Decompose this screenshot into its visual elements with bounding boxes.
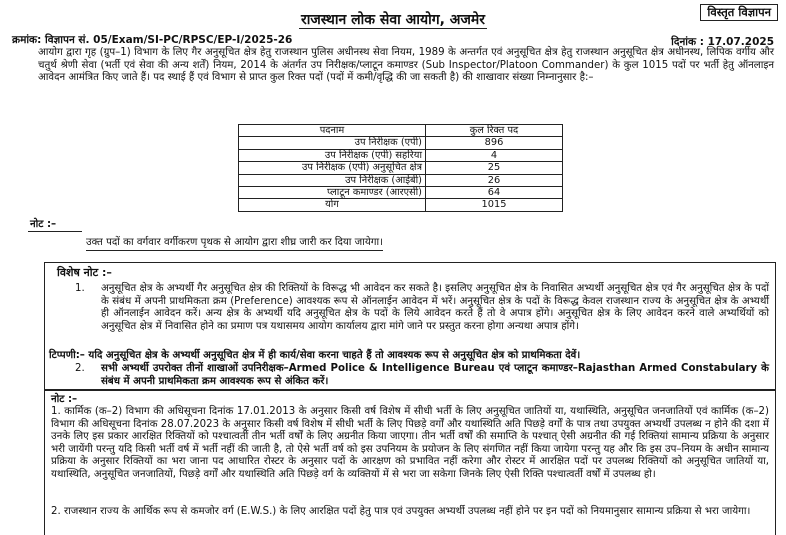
table-total-row — [239, 199, 563, 211]
post-count: 4 — [426, 149, 563, 161]
posts-table — [238, 124, 563, 212]
note-text: उक्त पदों का वर्गवार वर्गीकरण पृथक से आयोग द्वारा शीघ्र जारी कर दिया जायेगा। — [86, 237, 383, 251]
divider — [28, 231, 82, 232]
advertisement-badge: विस्तृत विज्ञापन — [700, 4, 778, 21]
note-item-2: 2. राजस्थान राज्य के आर्थिक रूप से कमजोर वर्ग (E.W.S.) के लिए आरक्षित पदों हेतु पात्र एवं उपयुक्त अभ्यर्थी उपलब्ध नहीं होने पर इन पदों को नियमानुसार सामान्य प्रक्रिया से भरा जायेगा। — [51, 506, 751, 517]
post-count: 25 — [426, 162, 563, 174]
table-header-post: पदनाम — [239, 125, 426, 137]
post-name: उप निरीक्षक (आईबी) — [239, 174, 426, 186]
item-number: 1. — [75, 283, 85, 294]
special-note-item-2: सभी अभ्यर्थी उपरोक्त तीनों शाखाओं उपनिरीक्षक–Armed Police & Intelligence Bureau एवं प्लाटून कमाण्डर–Rajasthan Armed Constabulary के संबंध में अपनी प्राथमिकता क्रम आवश्यक रूप से अंकित करें। — [101, 363, 769, 387]
note-label: नोट :– — [30, 219, 57, 230]
post-count: 26 — [426, 174, 563, 186]
total-count: 1015 — [426, 199, 563, 211]
special-note-item-1: अनुसूचित क्षेत्र के अभ्यर्थी गैर अनुसूचित क्षेत्र की रिक्तियों के विरूद्ध भी आवेदन कर सकते है। इसलिए अनुसूचित क्षेत्र के निवासित अभ्यर्थी अनुसूचित क्षेत्र एवं गैर अनुसूचित क्षेत्र के पदों के संबंध में अपनी प्राथमिकता क्रम (Preference) आवश्यक रूप से ऑनलाईन आवेदन में भरें। अनुसूचित क्षेत्र के पदों के विरूद्ध केवल राजस्थान राज्य के अनुसूचित क्षेत्र के अभ्यर्थी ही ऑनलाईन आवेदन करें। अन्य क्षेत्र के अभ्यर्थी यदि अनुसूचित क्षेत्र के पदों के लिये आवेदन करते हैं तो वे अपात्र होंगे। अनुसूचित क्षेत्र के लिए आवेदन करने वाले अभ्यर्थियों को अनुसूचित क्षेत्र में निवासित होने का प्रमाण पत्र यथासमय आयोग कार्यालय द्वारा मांगे जाने पर प्रस्तुत करना होगा अन्यथा अपात्र होंगे। — [101, 283, 769, 332]
note-box — [44, 390, 776, 535]
table-row — [239, 137, 563, 149]
table-row — [239, 187, 563, 199]
advertisement-date: दिनांक : 17.07.2025 — [671, 36, 774, 48]
post-name: प्लाटून कमाण्डर (आरएसी) — [239, 187, 426, 199]
table-row — [239, 162, 563, 174]
tippani-text: टिप्पणी:– यदि अनुसूचित क्षेत्र के अभ्यर्थी अनुसूचित क्षेत्र में ही कार्य/सेवा करना चाहते हैं तो आवश्यक रूप से अनुसूचित क्षेत्र को प्राथमिकता देवें। — [49, 350, 581, 361]
page-title — [0, 14, 786, 27]
table-row — [239, 149, 563, 161]
table-header-vacancies: कुल रिक्त पद — [426, 125, 563, 137]
post-count: 64 — [426, 187, 563, 199]
title-text: राजस्थान लोक सेवा आयोग, अजमेर — [301, 12, 485, 28]
post-name: उप निरीक्षक (एपी) सहरिया — [239, 149, 426, 161]
intro-paragraph: आयोग द्वारा गृह (ग्रुप–1) विभाग के लिए गैर अनुसूचित क्षेत्र हेतु राजस्थान पुलिस अधीनस्थ सेवा नियम, 1989 के अन्तर्गत एवं अनुसूचित क्षेत्र हेतु राजस्थान अनुसूचित क्षेत्र अधीनस्थ, लिपिक वर्गीय और चतुर्थ श्रेणी सेवा (भर्ती एवं सेवा की अन्य शर्तें) नियम, 2014 के अंतर्गत उप निरीक्षक/प्लाटून कमाण्डर (Sub Inspector/Platoon Commander) के कुल 1015 पदों पर भर्ती हेतु ऑनलाइन आवेदन आमंत्रित किए जाते हैं। पद स्थाई हैं एवं विभाग से प्राप्त कुल रिक्त पदों (पदों में कमी/वृद्धि की जा सकती है) की शाखावार संख्या निम्नानुसार है:– — [38, 47, 774, 84]
note-item-1: 1. कार्मिक (क–2) विभाग की अधिसूचना दिनांक 17.01.2013 के अनुसार किसी वर्ष विशेष में सीधी भर्ती के लिए अनुसूचित जातियों या, यथास्थिति, अनुसूचित जनजातियों एवं कार्मिक (क–2) विभाग की अधिसूचना दिनांक 28.07.2023 के अनुसार किसी वर्ष विशेष में सीधी भर्ती के लिए पिछड़े वर्गों और यथास्थिति अति पिछड़े वर्गों के पात्र तथा उपयुक्त अभ्यर्थी उपलब्ध न होने की दशा में उनके लिए इस प्रकार आरक्षित रिक्तियों को पश्चात्वर्ती तीन भर्ती वर्षों के लिए अग्रनीत किया जाएगा। तीन भर्ती वर्षों की समाप्ति के पश्चात् ऐसी अग्रनीत की गई रिक्तियां सामान्य प्रक्रिया के अनुसार भरी जायेंगी परन्तु यदि किसी भर्ती वर्ष में भर्ती नहीं की जाती है, तो ऐसे भर्ती वर्ष को इस उपनियम के प्रयोजन के लिए संगणित नहीं किया जायेगा परन्तु यह और कि इस उप–नियम के अधीन सामान्य प्रक्रिया के अनुसार रिक्तियों का भरा जाना पद आधारित रोस्टर के अनुसार पदों के आरक्षण को प्रभावित नहीं करेगा और रोस्टर में आरक्षित पदों पर उपलब्ध रिक्तियों को अनुसूचित जातियों या, यथास्थिति, अनुसूचित जनजातियों, पिछड़े वर्गों और यथास्थिति अति पिछड़े वर्ग के व्यक्तियों में से भरा जा सकेगा जिनके लिए ऐसी रिक्ति पश्चात्वर्ती वर्षों में उपलब्ध हो। — [51, 406, 769, 480]
note-heading: नोट :– — [51, 394, 78, 405]
table-header-row — [239, 125, 563, 137]
item-number: 2. — [75, 363, 85, 374]
post-name: उप निरीक्षक (एपी) अनुसूचित क्षेत्र — [239, 162, 426, 174]
post-name: उप निरीक्षक (एपी) — [239, 137, 426, 149]
total-label: योग — [239, 199, 426, 211]
reference-number: क्रमांक: विज्ञापन सं. 05/Exam/SI-PC/RPSC/EP-I/2025-26 — [12, 34, 293, 46]
special-note-heading: विशेष नोट :– — [57, 266, 112, 279]
table-row — [239, 174, 563, 186]
special-note-box — [44, 262, 776, 390]
post-count: 896 — [426, 137, 563, 149]
